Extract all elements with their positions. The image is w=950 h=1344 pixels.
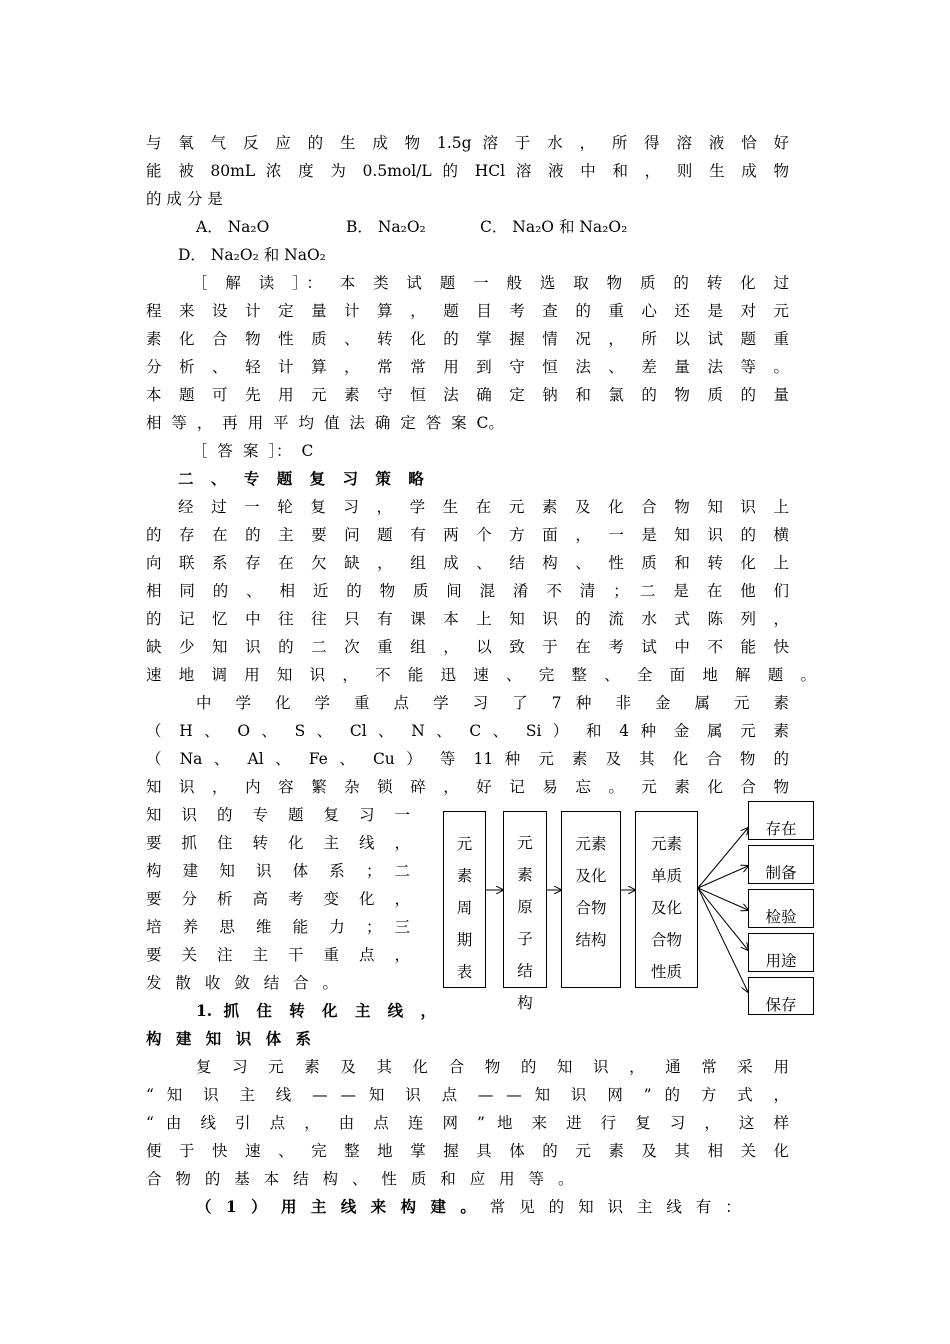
para-line: （ Na 、 Al 、 Fe 、 Cu ） 等 11 种 元 素 及 其 化 合 物 的 — [146, 750, 789, 768]
para-line: 向 联 系 存 在 欠 缺 ， 组 成 、 结 构 、 性 质 和 转 化 上 — [146, 554, 789, 572]
output-box-storage: 保存 — [748, 977, 814, 1015]
analysis-line: 相 等 ， 再 用 平 均 值 法 确 定 答 案 C。 — [146, 414, 504, 432]
box-char: 期 — [456, 931, 473, 949]
box-char: 素 — [517, 866, 533, 884]
option-a: A． Na₂O — [196, 218, 270, 236]
para-line: 相 同 的 、 相 近 的 物 质 间 混 淆 不 清 ； 二 是 在 他 们 — [146, 582, 789, 600]
box-char: 原 — [517, 898, 533, 916]
para-left-line: 要 关 注 主 干 重 点 ， — [146, 946, 410, 964]
box-text: 单质 — [650, 867, 682, 885]
answer-line: ［ 答 案 ］： C — [192, 442, 314, 460]
output-box-existence: 存在 — [748, 801, 814, 840]
box-text: 合物 — [650, 931, 682, 949]
output-box-testing: 检验 — [748, 889, 814, 928]
box-char: 周 — [456, 899, 473, 917]
box-char: 构 — [517, 994, 533, 1012]
box-text: 性质 — [650, 963, 682, 981]
para-line: 知 识 ， 内 容 繁 杂 锁 碎 ， 好 记 易 忘 。 元 素 化 合 物 — [146, 778, 789, 796]
last-line-bold: （ 1 ） 用 主 线 来 构 建 。 — [196, 1197, 476, 1216]
box-char: 结 — [517, 962, 533, 980]
diagram-box-properties — [635, 811, 698, 988]
box-text: 元素 — [650, 835, 682, 853]
box-char: 元 — [456, 835, 473, 853]
last-line-rest: 常 见 的 知 识 主 线 有 ： — [475, 1198, 741, 1216]
box-text: 合物 — [575, 899, 607, 917]
para-left-line: 发 散 收 敛 结 合 。 — [146, 974, 339, 992]
para-line: 复 习 元 素 及 其 化 合 物 的 知 识 ， 通 常 采 用 — [196, 1058, 789, 1076]
para-left-line: 要 分 析 高 考 变 化 ， — [146, 890, 410, 908]
para-left-line: 培 养 思 维 能 力 ； 三 — [146, 918, 410, 936]
para-line: （ H 、 O 、 S 、 Cl 、 N 、 C 、 Si ） 和 4 种 金 属 元 素 — [146, 722, 789, 740]
para-line: 中 学 化 学 重 点 学 习 了 7 种 非 金 属 元 素 — [196, 694, 789, 712]
box-char: 元 — [517, 834, 533, 852]
para-line: 便 于 快 速 、 完 整 地 掌 握 具 体 的 元 素 及 其 相 关 化 — [146, 1142, 789, 1160]
para-line: 的 存 在 的 主 要 问 题 有 两 个 方 面 ， 一 是 知 识 的 横 — [146, 526, 789, 544]
subheading: 1. 抓 住 转 化 主 线 ， — [196, 1001, 436, 1020]
section-heading: 二 、 专 题 复 习 策 略 — [178, 469, 424, 488]
question-stem-line: 能 被 80mL 浓 度 为 0.5mol/L 的 HCl 溶 液 中 和 ， 则 生 成 物 — [146, 162, 789, 180]
subheading: 构 建 知 识 体 系 — [146, 1029, 311, 1048]
box-char: 表 — [456, 963, 473, 981]
analysis-line: 素 化 合 物 性 质 、 转 化 的 掌 握 情 况 ， 所 以 试 题 重 — [146, 330, 789, 348]
box-char: 素 — [456, 867, 473, 885]
para-left-line: 构 建 知 识 体 系 ； 二 — [146, 862, 410, 880]
para-line: 合 物 的 基 本 结 构 、 性 质 和 应 用 等 。 — [146, 1170, 574, 1188]
option-c: C． Na₂O 和 Na₂O₂ — [480, 218, 628, 236]
para-left-line: 要 抓 住 转 化 主 线 ， — [146, 834, 410, 852]
diagram-box-compound-structure — [561, 811, 621, 988]
box-text: 元素 — [575, 835, 607, 853]
para-line: “ 由 线 引 点 ， 由 点 连 网 ” 地 来 进 行 复 习 ， 这 样 — [146, 1114, 789, 1132]
para-line: 缺 少 知 识 的 二 次 重 组 ， 以 致 于 在 考 试 中 不 能 快 — [146, 638, 789, 656]
para-line: 的 记 忆 中 往 往 只 有 课 本 上 知 识 的 流 水 式 陈 列 ， — [146, 610, 789, 628]
box-char: 子 — [517, 930, 533, 948]
box-text: 结构 — [575, 931, 607, 949]
para-left-line: 知 识 的 专 题 复 习 一 — [146, 806, 410, 824]
para-line: 经 过 一 轮 复 习 ， 学 生 在 元 素 及 化 合 物 知 识 上 — [178, 498, 789, 516]
diagram-box-atomic-structure — [503, 811, 547, 1012]
option-d: D． Na₂O₂ 和 NaO₂ — [178, 246, 326, 264]
box-text: 及化 — [575, 867, 607, 885]
analysis-line: 本 题 可 先 用 元 素 守 恒 法 确 定 钠 和 氯 的 物 质 的 量 — [146, 386, 789, 404]
analysis-line: ［ 解 读 ］： 本 类 试 题 一 般 选 取 物 质 的 转 化 过 — [192, 274, 789, 292]
box-text: 及化 — [650, 899, 682, 917]
analysis-line: 程 来 设 计 定 量 计 算 ， 题 目 考 查 的 重 心 还 是 对 元 — [146, 302, 789, 320]
diagram-box-periodic-table — [443, 811, 486, 988]
para-line: 速 地 调 用 知 识 ， 不 能 迅 速 、 完 整 、 全 面 地 解 题 。 — [146, 666, 816, 684]
option-b: B． Na₂O₂ — [346, 218, 426, 236]
analysis-line: 分 析 、 轻 计 算 ， 常 常 用 到 守 恒 法 、 差 量 法 等 。 — [146, 358, 789, 376]
question-stem-line: 的 成 分 是 — [146, 190, 223, 208]
output-box-uses: 用途 — [748, 933, 814, 972]
question-stem-line: 与 氧 气 反 应 的 生 成 物 1.5g 溶 于 水 ， 所 得 溶 液 恰 好 — [146, 134, 789, 152]
output-box-preparation: 制备 — [748, 845, 814, 884]
para-line: “ 知 识 主 线 — — 知 识 点 — — 知 识 网 ” 的 方 式 ， — [146, 1086, 789, 1104]
